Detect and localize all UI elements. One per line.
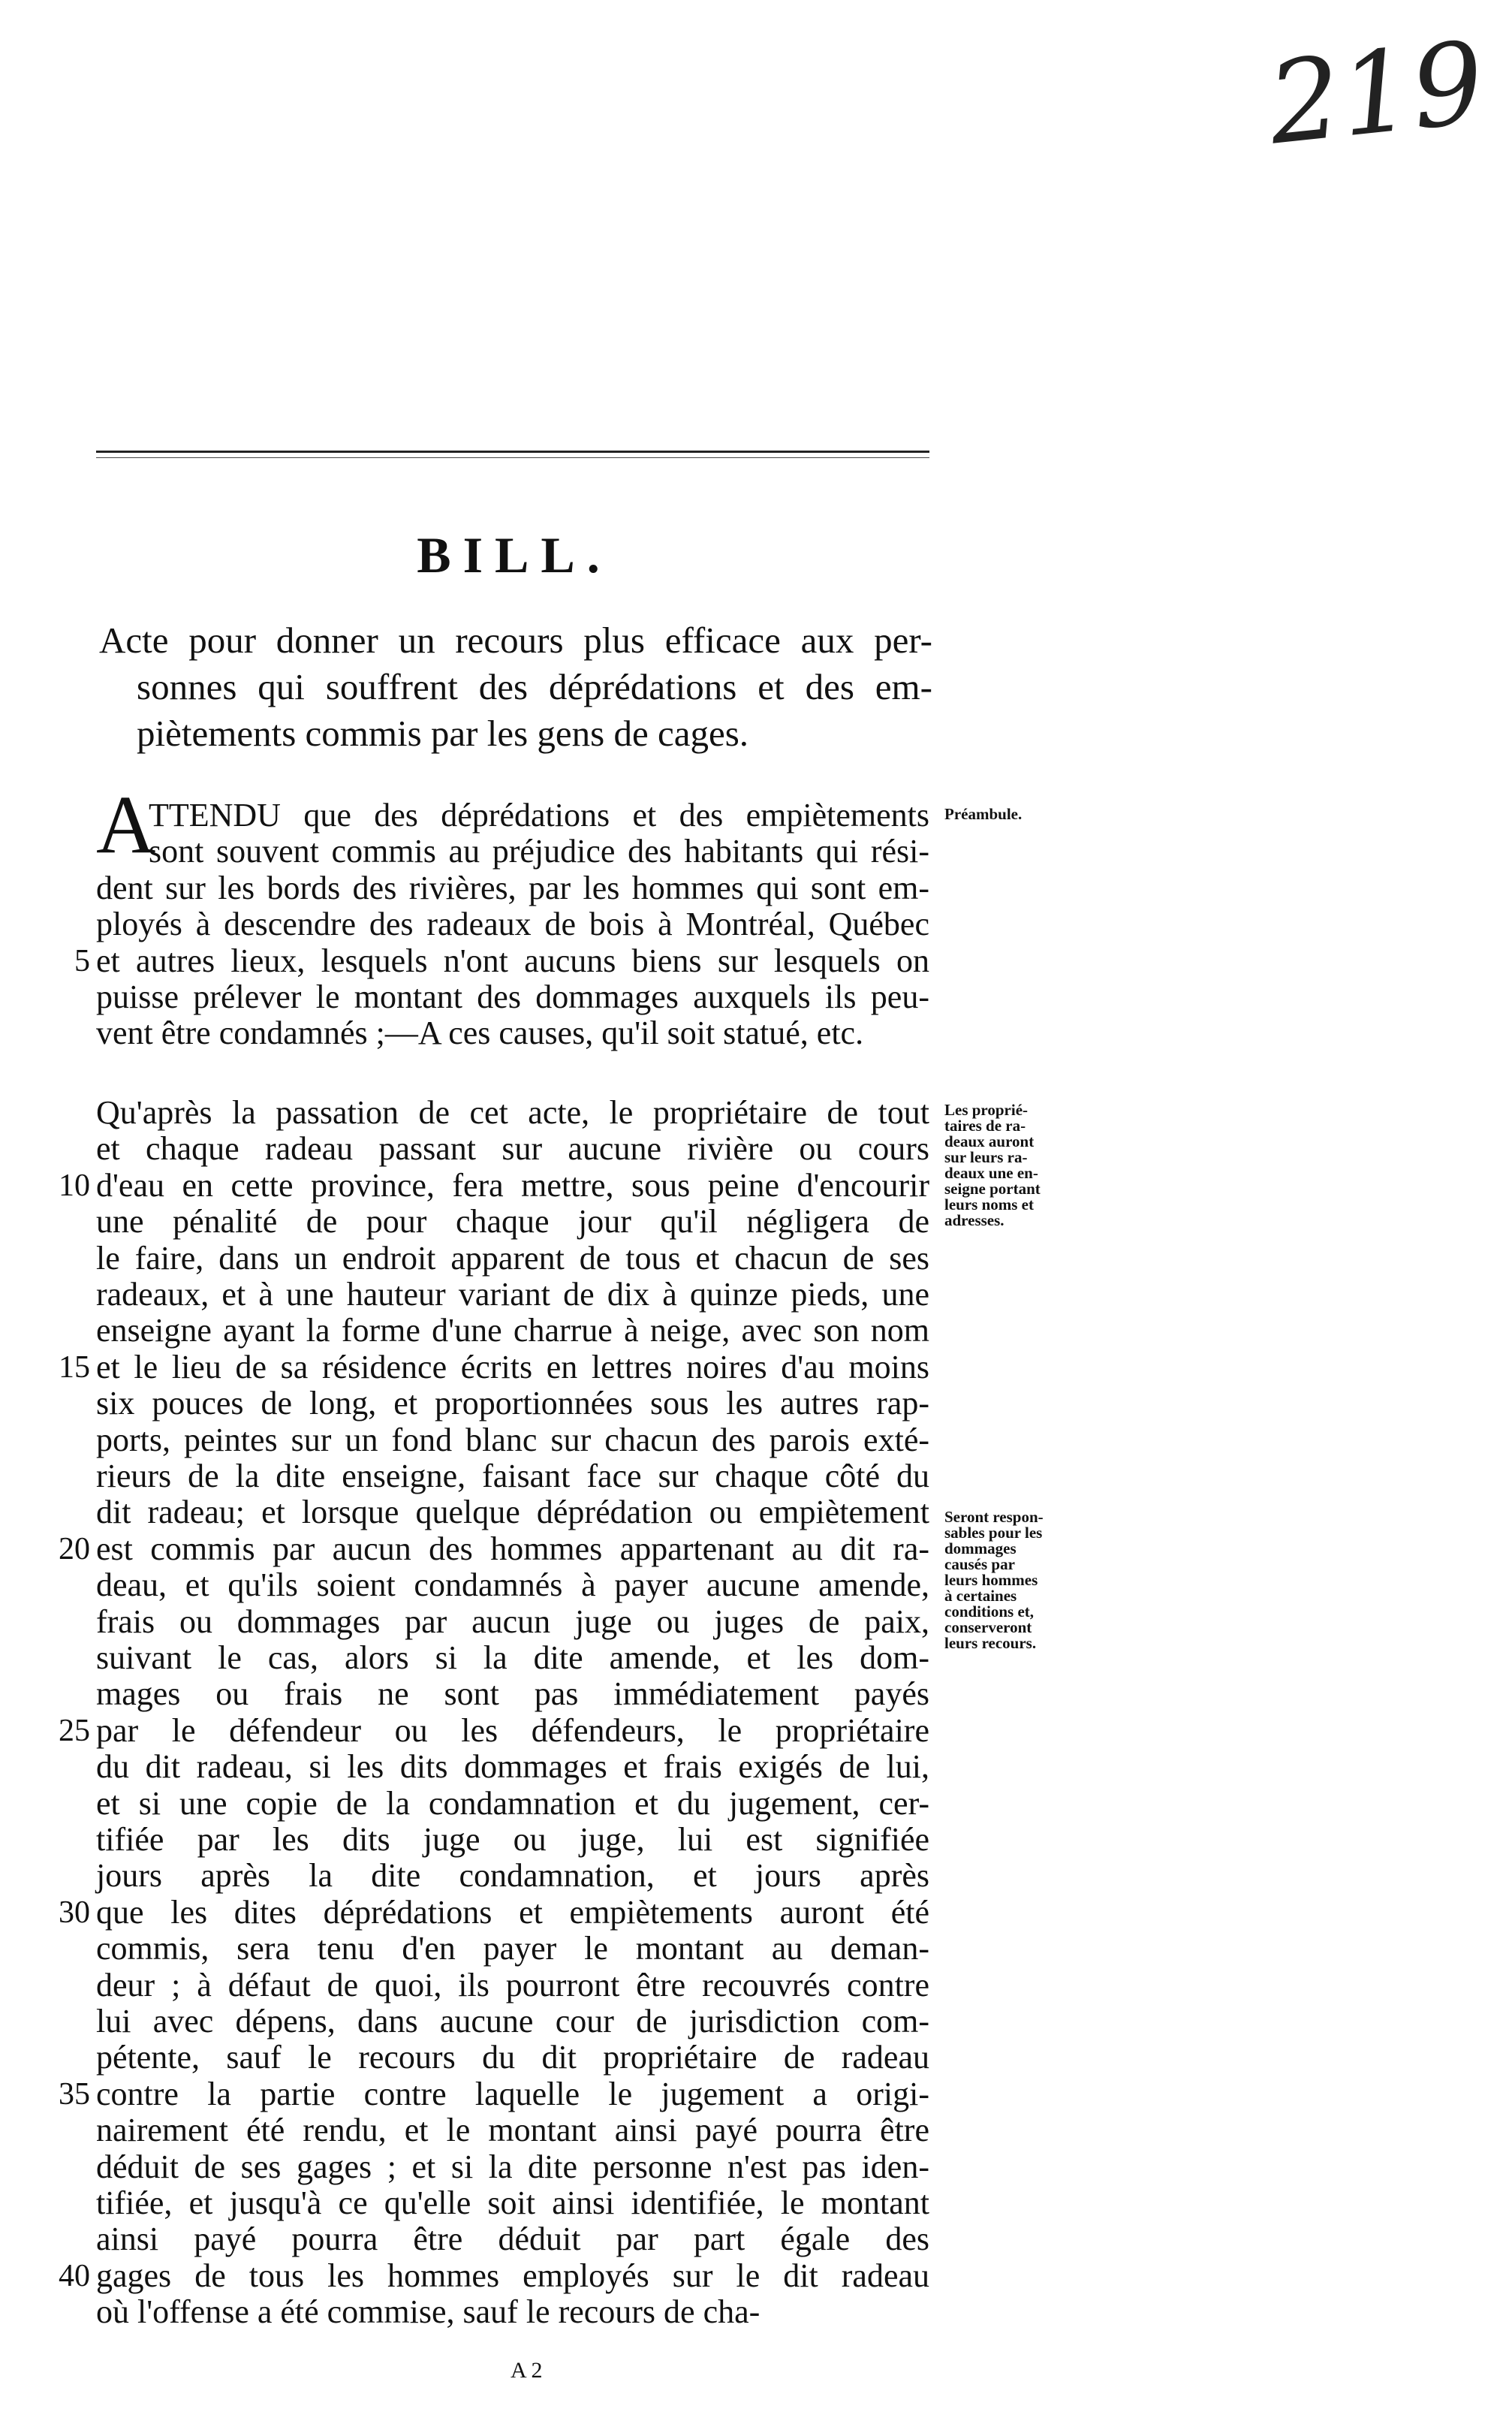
enactment-line: que les dites déprédations et empiètements auront été (96, 1893, 929, 1931)
enactment-line: jours après la dite condamnation, et jours après (96, 1857, 929, 1895)
enactment-line: du dit radeau, si les dits dommages et frais exigés de lui, (96, 1748, 929, 1786)
enactment-line: ports, peintes sur un fond blanc sur chacun des parois exté- (96, 1421, 929, 1458)
preamble-line: et autres lieux, lesquels n'ont aucuns biens sur lesquels on (96, 942, 929, 979)
enactment-line: le faire, dans un endroit apparent de tous et chacun de ses (96, 1239, 929, 1277)
enactment-line: commis, sera tenu d'en payer le montant au deman- (96, 1930, 929, 1967)
enactment-line: et si une copie de la condamnation et du jugement, cer- (96, 1784, 929, 1822)
enactment-line: ainsi payé pourra être déduit par part égale des (96, 2221, 929, 2258)
enactment-line: six pouces de long, et proportionnées sous les autres rap- (96, 1385, 929, 1422)
enactment-line: dit radeau; et lorsque quelque déprédation ou empiètement (96, 1494, 929, 1531)
enactment-line: pétente, sauf le recours du dit propriétaire de radeau (96, 2039, 929, 2076)
enactment-line: déduit de ses gages ; et si la dite personne n'est pas iden- (96, 2148, 929, 2185)
enactment-line: une pénalité de pour chaque jour qu'il négligera de (96, 1203, 929, 1241)
margin-note-preamble: Préambule. (944, 805, 1023, 823)
act-title-line: piètements commis par les gens de cages. (137, 713, 749, 754)
line-number: 10 (59, 1168, 90, 1203)
preamble-line: dent sur les bords des rivières, par les hommes qui sont em- (96, 869, 929, 906)
enactment-line: et chaque radeau passant sur aucune rivière ou cours (96, 1130, 929, 1168)
preamble-line: TTENDU que des déprédations et des empiètements (149, 797, 929, 834)
enactment-line: d'eau en cette province, fera mettre, sous peine d'encourir (96, 1166, 929, 1204)
enactment-line: où l'offense a été commise, sauf le recours de cha- (96, 2293, 761, 2331)
act-title (99, 617, 932, 757)
enactment-line: deau, et qu'ils soient condamnés à payer aucune amende, (96, 1566, 929, 1604)
line-number: 5 (74, 943, 90, 978)
preamble-line: ployés à descendre des radeaux de bois à Montréal, Québec (96, 906, 929, 943)
act-title-line: Acte pour donner un recours plus efficace aux per- (99, 620, 932, 661)
enactment-line: contre la partie contre laquelle le jugement a origi- (96, 2075, 929, 2112)
drop-cap: A (96, 779, 156, 870)
enactment-line: frais ou dommages par aucun juge ou juges de paix, (96, 1602, 929, 1640)
preamble-line: puisse prélever le montant des dommages auxquels ils peu- (96, 978, 929, 1015)
enactment-line: enseigne ayant la forme d'une charrue à neige, avec son nom (96, 1312, 929, 1349)
enactment-line: mages ou frais ne sont pas immédiatement payés (96, 1675, 929, 1713)
enactment-line: rieurs de la dite enseigne, faisant face sur chaque côté du (96, 1458, 929, 1494)
enactment-line: est commis par aucun des hommes appartenant au dit ra- (96, 1530, 929, 1567)
bill-title: BILL. (417, 526, 612, 583)
line-number: 15 (59, 1349, 90, 1385)
header-rule (96, 451, 929, 453)
enactment-line: tifiée, et jusqu'à ce qu'elle soit ainsi identifiée, le montant (96, 2184, 929, 2221)
line-number: 25 (59, 1713, 90, 1748)
preamble-line: vent être condamnés ;—A ces causes, qu'il soit statué, etc. (96, 1015, 864, 1052)
line-number: 20 (59, 1531, 90, 1566)
enactment-line: tifiée par les dits juge ou juge, lui est signifiée (96, 1821, 929, 1858)
act-title-line: sonnes qui souffrent des déprédations et des em- (137, 666, 932, 707)
enactment-line: et le lieu de sa résidence écrits en lettres noires d'au moins (96, 1348, 929, 1385)
enactment-line: nairement été rendu, et le montant ainsi payé pourra être (96, 2112, 929, 2149)
enactment-line: gages de tous les hommes employés sur le dit radeau (96, 2257, 929, 2294)
enactment-line: radeaux, et à une hauteur variant de dix à quinze pieds, une (96, 1276, 929, 1313)
margin-note: Seront respon- sables pour les dommages causés par leurs hommes à certaines conditions et, conserveront leurs recours. (944, 1508, 1044, 1653)
line-number: 40 (59, 2258, 90, 2293)
header-rule-thin (96, 457, 929, 458)
enactment-line: par le défendeur ou les défendeurs, le propriétaire (96, 1711, 929, 1749)
enactment-line: lui avec dépens, dans aucune cour de jurisdiction com- (96, 2003, 929, 2040)
enactment-line: suivant le cas, alors si la dite amende, et les dom- (96, 1639, 929, 1676)
enactment-line: deur ; à défaut de quoi, ils pourront être recouvrés contre (96, 1966, 929, 2003)
line-number: 35 (59, 2076, 90, 2112)
line-number: 30 (59, 1895, 90, 1930)
preamble-line: sont souvent commis au préjudice des habitants qui rési- (149, 833, 929, 870)
enactment-line: Qu'après la passation de cet acte, le propriétaire de tout (96, 1094, 929, 1131)
signature-mark: A 2 (511, 2358, 543, 2383)
folio-number: 219 (1262, 17, 1490, 170)
margin-note: Les proprié- taires de ra- deaux auront sur leurs ra- deaux une en- seigne portant leurs noms et adresses. (944, 1101, 1041, 1229)
